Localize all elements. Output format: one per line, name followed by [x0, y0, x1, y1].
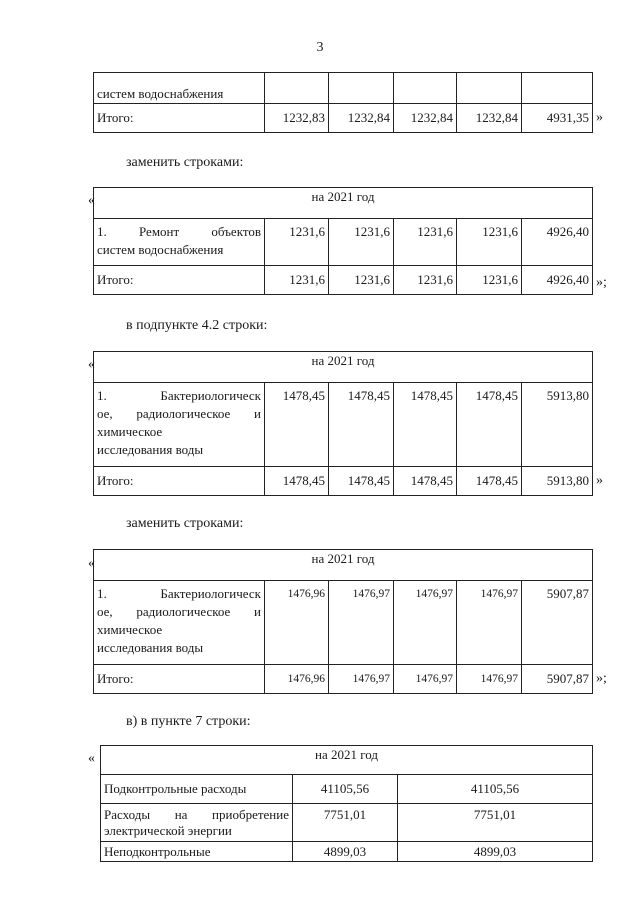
table-header-row [94, 188, 593, 219]
table-cell: 5913,80 [522, 467, 593, 496]
table-new-water-analysis [93, 549, 593, 694]
row-name-line: исследования воды [97, 640, 204, 655]
table-cell: 1478,45 [329, 383, 394, 467]
row-name: Неподконтрольные [101, 842, 293, 862]
table-cell: 41105,56 [293, 775, 398, 804]
table-cell: 1231,6 [394, 266, 457, 295]
table-cell: 1476,97 [457, 665, 522, 694]
total-label: Итого: [94, 665, 265, 694]
closing-quote: »; [596, 671, 607, 686]
table-cell: 7751,01 [293, 804, 398, 842]
paragraph-replace: заменить строками: [126, 155, 244, 170]
table-header-row [94, 550, 593, 581]
table-cell: 1231,6 [329, 219, 394, 266]
closing-quote: » [596, 473, 603, 488]
paragraph-subitem: в подпункте 4.2 строки: [126, 318, 268, 333]
total-label: Итого: [94, 266, 265, 295]
row-name-line: химическое [97, 424, 163, 439]
table-row [94, 581, 593, 665]
row-name [94, 581, 265, 665]
row-name-line: систем водоснабжения [97, 242, 224, 257]
row-name: систем водоснабжения [94, 73, 265, 104]
table-row [101, 842, 593, 862]
table-cell: 1478,45 [265, 467, 329, 496]
row-name-line: ое, радиологическое и [97, 406, 261, 421]
row-name: Подконтрольные расходы [101, 775, 293, 804]
table-cell: 4926,40 [522, 219, 593, 266]
row-name-line: химическое [97, 622, 163, 637]
opening-quote: « [88, 193, 95, 208]
table-cell: 4926,40 [522, 266, 593, 295]
total-label: Итого: [94, 104, 265, 133]
row-name-line: Расходы на приобретение [104, 807, 289, 822]
row-name-line: 1. Ремонт объектов [97, 224, 261, 239]
row-name-line: исследования воды [97, 442, 204, 457]
table-cell: 5907,87 [522, 581, 593, 665]
paragraph-replace: заменить строками: [126, 516, 244, 531]
table-cell: 1476,97 [457, 581, 522, 665]
opening-quote: « [88, 357, 95, 372]
total-label: Итого: [94, 467, 265, 496]
table-header-row [94, 352, 593, 383]
table-old-repair-rows [93, 72, 593, 133]
table-cell: 1232,83 [265, 104, 329, 133]
table-point7-expenses [100, 745, 593, 862]
table-old-water-analysis [93, 351, 593, 496]
year-header: на 2021 год [94, 188, 593, 219]
paragraph-point7: в) в пункте 7 строки: [126, 714, 251, 729]
table-cell: 7751,01 [398, 804, 593, 842]
table-cell: 1476,97 [329, 581, 394, 665]
table-cell: 1231,6 [394, 219, 457, 266]
row-name-line: ое, радиологическое и [97, 604, 261, 619]
table-cell: 1232,84 [329, 104, 394, 133]
table-cell: 1478,45 [394, 467, 457, 496]
table-cell: 1476,97 [394, 665, 457, 694]
year-header: на 2021 год [101, 746, 593, 775]
table-cell: 1476,96 [265, 665, 329, 694]
table-cell: 1476,97 [394, 581, 457, 665]
table-row [94, 383, 593, 467]
page-number: 3 [316, 40, 324, 55]
opening-quote: « [88, 751, 95, 766]
table-cell: 1231,6 [265, 219, 329, 266]
table-cell: 1231,6 [457, 219, 522, 266]
closing-quote: »; [596, 275, 607, 290]
table-row [94, 219, 593, 266]
table-cell: 1476,96 [265, 581, 329, 665]
table-cell: 1232,84 [457, 104, 522, 133]
table-cell: 4899,03 [398, 842, 593, 862]
table-row-total [94, 266, 593, 295]
table-cell: 5913,80 [522, 383, 593, 467]
table-cell: 4931,35 [522, 104, 593, 133]
row-name [94, 219, 265, 266]
table-row [101, 775, 593, 804]
table-cell: 1231,6 [265, 266, 329, 295]
table-cell: 1232,84 [394, 104, 457, 133]
year-header: на 2021 год [94, 550, 593, 581]
row-name [94, 383, 265, 467]
table-cell: 4899,03 [293, 842, 398, 862]
table-row-total [94, 665, 593, 694]
table-cell: 1478,45 [457, 383, 522, 467]
opening-quote: « [88, 556, 95, 571]
table-cell: 5907,87 [522, 665, 593, 694]
row-name-line: электрической энергии [104, 823, 232, 838]
table-cell: 1478,45 [265, 383, 329, 467]
table-cell: 41105,56 [398, 775, 593, 804]
row-name-line: 1. Бактериологическ [97, 388, 261, 403]
row-name [101, 804, 293, 842]
table-row-total [94, 104, 593, 133]
table-cell: 1478,45 [394, 383, 457, 467]
table-row [101, 804, 593, 842]
table-cell: 1231,6 [329, 266, 394, 295]
table-row [94, 73, 593, 104]
closing-quote: » [596, 110, 603, 125]
table-row-total [94, 467, 593, 496]
table-cell: 1478,45 [329, 467, 394, 496]
table-header-row [101, 746, 593, 775]
row-name-line: 1. Бактериологическ [97, 586, 261, 601]
year-header: на 2021 год [94, 352, 593, 383]
table-cell: 1476,97 [329, 665, 394, 694]
table-new-repair-rows [93, 187, 593, 295]
table-cell: 1478,45 [457, 467, 522, 496]
table-cell: 1231,6 [457, 266, 522, 295]
